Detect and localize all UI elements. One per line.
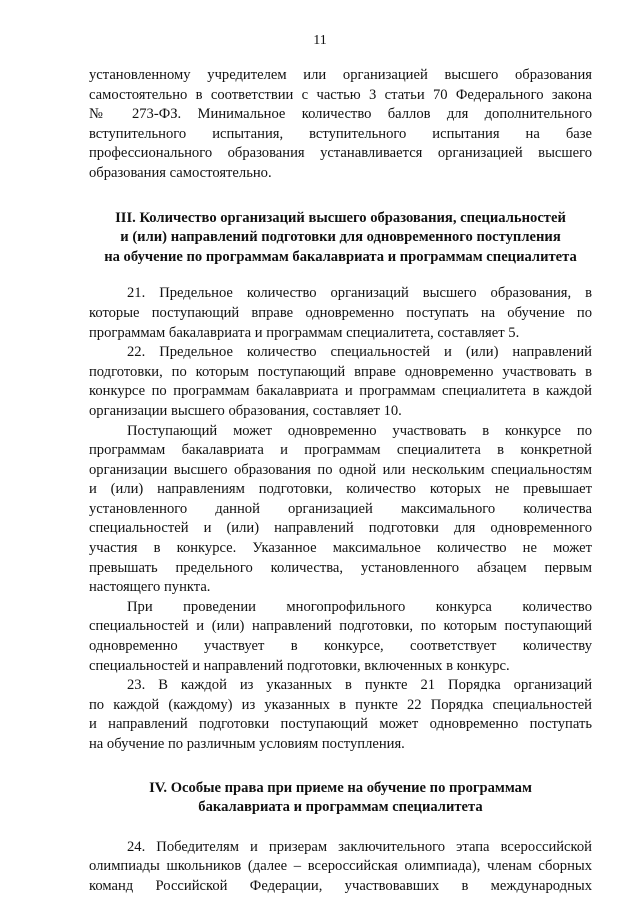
text-line: Поступающий может одновременно участвовать в конкурсе по bbox=[127, 422, 592, 439]
text-line: настоящего пункта. bbox=[89, 579, 211, 596]
text-line: которые поступающий вправе одновременно поступать на обучение по bbox=[89, 304, 592, 321]
text-line: конкурсе по программам бакалавриата и программам специалитета в каждой bbox=[89, 383, 592, 400]
section-4-heading bbox=[89, 779, 592, 818]
text-line: по каждой (каждому) из указанных в пункте 22 Порядка специальностей bbox=[89, 696, 592, 713]
text-line: одновременно участвует в конкурсе, соответствует количеству bbox=[89, 638, 592, 655]
intro-paragraph bbox=[89, 66, 592, 184]
paragraph-22-second bbox=[89, 422, 592, 598]
text-line: участия в конкурсе. Указанное максимальное количество не может bbox=[89, 540, 592, 557]
text-line: олимпиады школьников (далее – всероссийская олимпиада), членам сборных bbox=[89, 858, 592, 875]
text-line: установленного данной организацией максимального количества bbox=[89, 500, 592, 517]
heading-line: IV. Особые права при приеме на обучение по программам bbox=[149, 779, 532, 796]
text-line: на обучение по различным условиям поступления. bbox=[89, 736, 405, 752]
text-line: специальностей и (или) направлений подготовки для одновременного bbox=[89, 520, 592, 537]
text-line: 21. Предельное количество организаций высшего образования, в bbox=[127, 285, 592, 302]
text-line: самостоятельно в соответствии с частью 3 статьи 70 Федерального закона bbox=[89, 86, 592, 103]
text-line: 23. В каждой из указанных в пункте 21 Порядка организаций bbox=[127, 677, 592, 694]
document-body bbox=[89, 66, 592, 897]
text-line: подготовки, по которым поступающий вправе одновременно участвовать в bbox=[89, 363, 592, 380]
text-line: При проведении многопрофильного конкурса количество bbox=[127, 598, 592, 615]
text-line: команд Российской Федерации, участвовавших в международных bbox=[89, 877, 592, 894]
text-line: программам бакалавриата и программам специалитета, составляет 5. bbox=[89, 324, 520, 341]
section-3-heading bbox=[89, 209, 592, 268]
heading-line: на обучение по программам бакалавриата и программам специалитета bbox=[104, 248, 577, 265]
paragraph-21 bbox=[89, 284, 592, 343]
paragraph-22-third bbox=[89, 598, 592, 676]
text-line: превышать предельного количества, установленного абзацем первым bbox=[89, 559, 592, 576]
paragraph-24 bbox=[89, 838, 592, 897]
text-line: специальностей и направлений подготовки, включенных в конкурс. bbox=[89, 657, 510, 674]
text-line: и направлений подготовки поступающий может одновременно поступать bbox=[89, 716, 592, 733]
text-line: профессионального образования устанавливается организацией высшего bbox=[89, 145, 592, 162]
paragraph-22 bbox=[89, 343, 592, 421]
text-line: установленному учредителем или организацией высшего образования bbox=[89, 67, 592, 83]
text-line: 22. Предельное количество специальностей и (или) направлений bbox=[127, 344, 592, 361]
text-line: организации высшего образования, составляет 10. bbox=[89, 402, 402, 419]
paragraph-23 bbox=[89, 676, 592, 754]
text-line: специальностей и (или) направлений подготовки, по которым поступающий bbox=[89, 618, 592, 635]
text-line: 24. Победителям и призерам заключительного этапа всероссийской bbox=[127, 838, 592, 855]
heading-line: бакалавриата и программам специалитета bbox=[198, 799, 483, 816]
text-line: и (или) направлениям подготовки, количество которых не превышает bbox=[89, 481, 592, 498]
text-line: программам бакалавриата и программам специалитета в конкретной bbox=[89, 442, 592, 459]
text-line: вступительного испытания, вступительного испытания на базе bbox=[89, 125, 592, 142]
page-number: 11 bbox=[313, 33, 327, 48]
heading-line: III. Количество организаций высшего образования, специальностей bbox=[115, 209, 566, 226]
text-line: образования самостоятельно. bbox=[89, 164, 272, 181]
text-line: № 273-ФЗ. Минимальное количество баллов для дополнительного bbox=[89, 106, 592, 123]
text-line: организации высшего образования по одной или нескольким специальностям bbox=[89, 461, 592, 478]
heading-line: и (или) направлений подготовки для одновременного поступления bbox=[120, 229, 561, 246]
